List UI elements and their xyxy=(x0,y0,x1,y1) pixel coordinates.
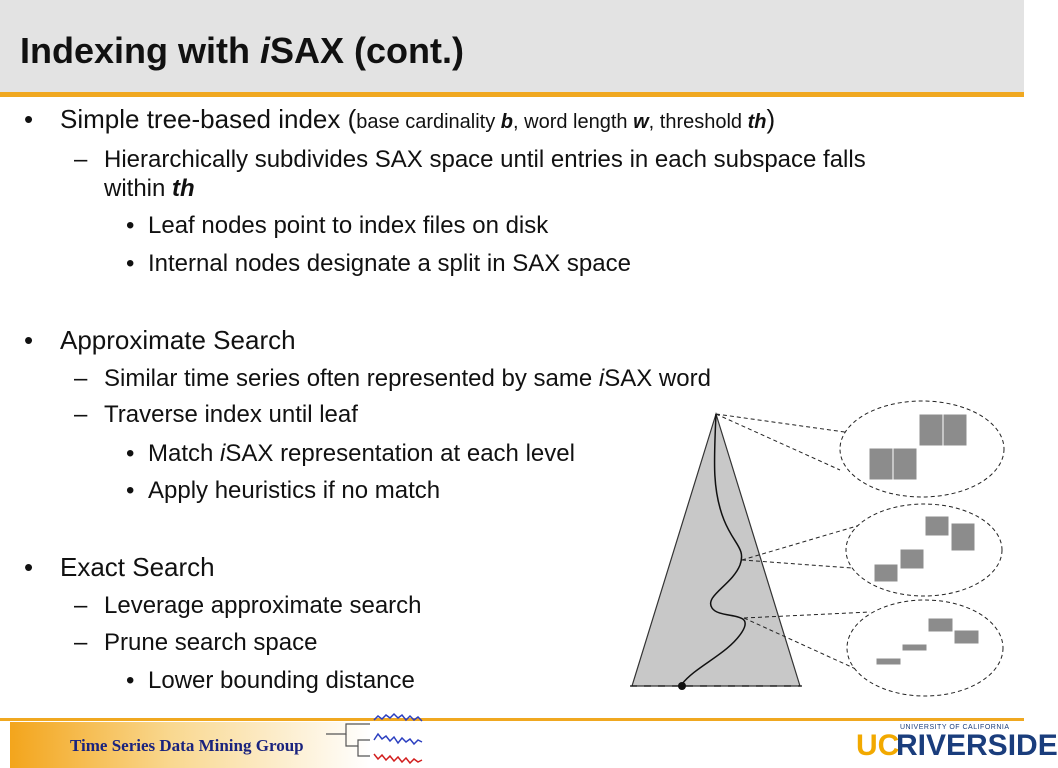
sax-box xyxy=(900,549,924,569)
bullet-marker: • xyxy=(24,552,34,582)
bullet-marker: • xyxy=(126,477,135,504)
bullet-text: Approximate Search xyxy=(60,325,296,355)
sax-box xyxy=(902,644,927,651)
bullet-text: Match iSAX representation at each level xyxy=(148,440,575,467)
bullet-marker: – xyxy=(74,146,88,173)
bullet-marker: • xyxy=(126,250,135,277)
leaf-dot xyxy=(678,682,686,690)
sax-box xyxy=(874,564,898,582)
connector-line xyxy=(716,414,840,470)
bullet-marker: – xyxy=(74,592,88,619)
isax-tree-diagram xyxy=(620,400,1020,700)
bullet-marker: – xyxy=(74,365,88,392)
ucr-logo-riverside: RIVERSIDE xyxy=(896,729,1058,762)
bullet-text: Apply heuristics if no match xyxy=(148,477,441,504)
dendrogram-logo xyxy=(318,712,428,768)
slide-title: Indexing with iSAX (cont.) xyxy=(20,30,465,71)
index-tree-triangle xyxy=(632,414,800,686)
group-name: Time Series Data Mining Group xyxy=(70,736,304,755)
bullet-text: Internal nodes designate a split in SAX space xyxy=(148,250,631,277)
bullet-marker: • xyxy=(24,325,34,355)
sax-box xyxy=(943,414,967,446)
bullet-marker: • xyxy=(24,104,34,134)
bullet-text: Traverse index until leaf xyxy=(104,401,358,428)
ucr-logo-subtitle: UNIVERSITY OF CALIFORNIA xyxy=(900,724,1010,731)
bullet-text: Simple tree-based index (base cardinality b, word length w, threshold th) xyxy=(60,104,776,134)
bullet-text: Leverage approximate search xyxy=(104,592,422,619)
bullet-marker: – xyxy=(74,629,88,656)
sax-box xyxy=(919,414,943,446)
bullet-text: within th xyxy=(104,175,195,202)
bullet-text: Leaf nodes point to index files on disk xyxy=(148,212,549,239)
bullet-text: Similar time series often represented by same iSAX word xyxy=(104,365,711,392)
sax-box xyxy=(951,523,975,551)
sax-box xyxy=(925,516,949,536)
sax-box xyxy=(876,658,901,665)
bullet-text: Exact Search xyxy=(60,552,215,582)
bullet-marker: • xyxy=(126,440,135,467)
title-divider xyxy=(0,92,1024,97)
bullet-text: Hierarchically subdivides SAX space until entries in each subspace falls xyxy=(104,146,866,173)
bullet-marker: – xyxy=(74,401,88,428)
ucr-logo-uc: UC xyxy=(856,729,900,762)
bullet-marker: • xyxy=(126,212,135,239)
sax-box xyxy=(893,448,917,480)
bullet-text: Prune search space xyxy=(104,629,318,656)
bullet-text: Lower bounding distance xyxy=(148,667,415,694)
sax-box xyxy=(954,630,979,644)
sax-box xyxy=(869,448,893,480)
bullet-marker: • xyxy=(126,667,135,694)
sax-box xyxy=(928,618,953,632)
footer-divider xyxy=(0,718,1024,721)
